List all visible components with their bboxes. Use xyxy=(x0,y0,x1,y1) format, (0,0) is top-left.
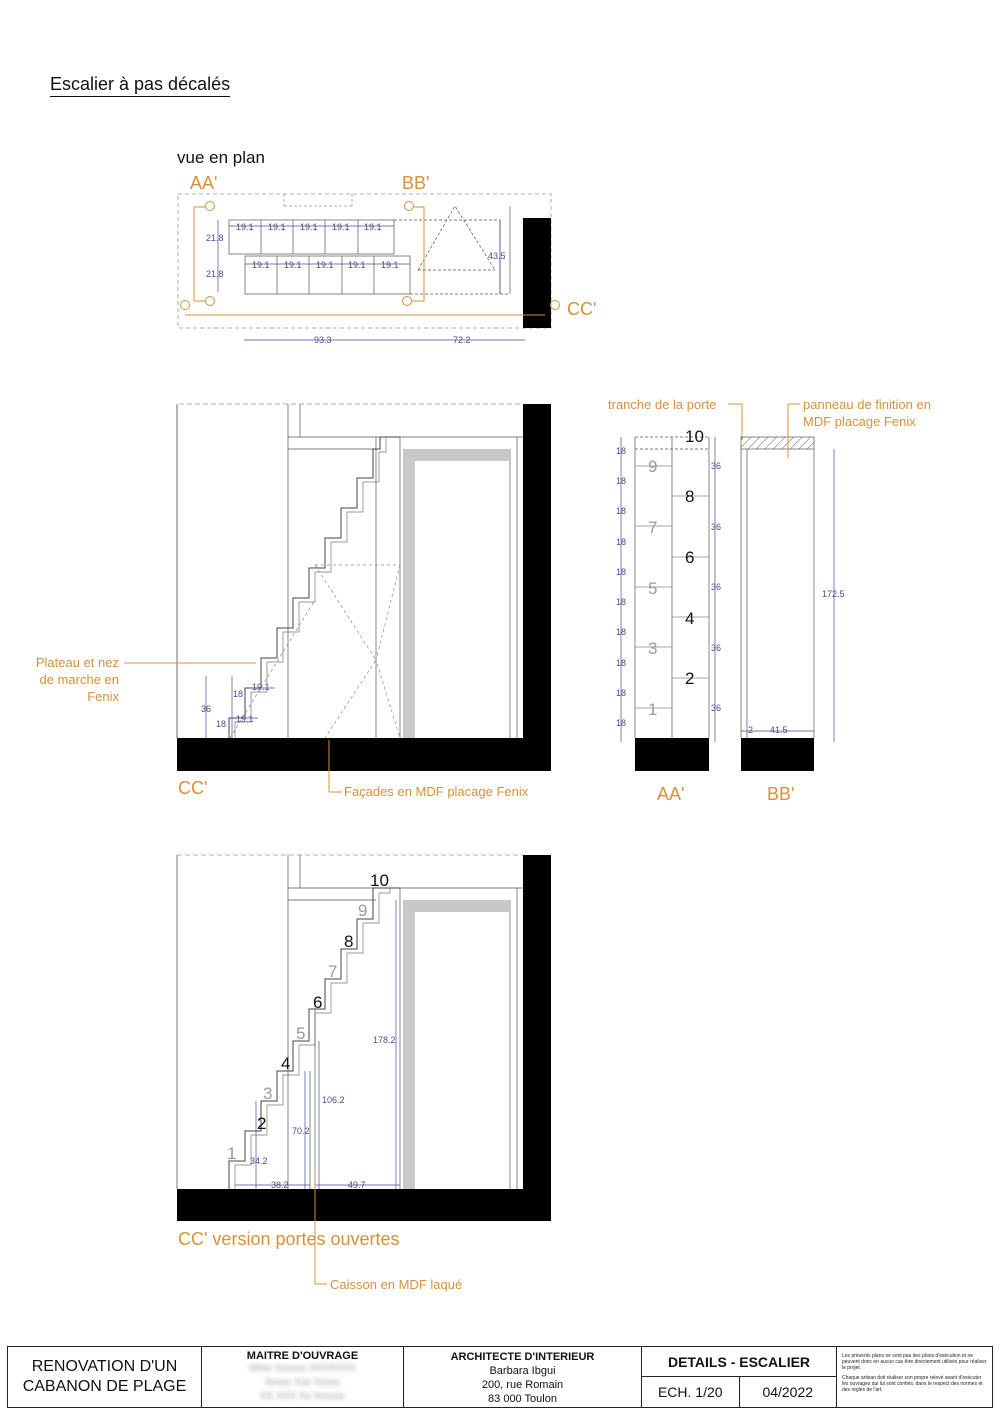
bb-dim-height: 172.5 xyxy=(822,589,845,599)
plan-dim-step-width: 19.1 xyxy=(332,222,350,232)
bb-note-panneau-line1: panneau de finition en xyxy=(803,397,931,412)
aa-dim-rise: 18 xyxy=(616,537,627,547)
plan-dim-total-right: 72.2 xyxy=(453,335,471,345)
aa-floor xyxy=(635,738,709,771)
open-section-label: CC' version portes ouvertes xyxy=(178,1229,400,1249)
open-dim-width: 38.2 xyxy=(271,1180,289,1190)
cc-dim-tread: 19.1 xyxy=(252,682,270,692)
open-dim-height: 34.2 xyxy=(250,1156,268,1166)
plan-dim-step-width: 19.1 xyxy=(316,260,334,270)
plan-view xyxy=(177,148,596,345)
cc-note-facades: Façades en MDF placage Fenix xyxy=(344,784,529,799)
date: 04/2022 xyxy=(762,1384,814,1400)
plan-dim-depth: 21.8 xyxy=(206,233,224,243)
aa-dim-double: 36 xyxy=(711,703,722,713)
open-floor xyxy=(177,1189,551,1221)
aa-dim-rise: 18 xyxy=(616,718,627,728)
plan-dim-depth: 21.8 xyxy=(206,269,224,279)
open-step-number: 7 xyxy=(328,962,338,981)
bb-dim-depth: 41.5 xyxy=(770,725,788,735)
project-name xyxy=(8,1347,202,1407)
cc-floor xyxy=(177,738,551,771)
aa-section-label: AA' xyxy=(657,784,685,804)
aa-dim-rise: 18 xyxy=(616,506,627,516)
aa-step-number: 4 xyxy=(685,609,695,628)
bb-dim-thickness: 2 xyxy=(748,725,754,735)
plan-subtitle: vue en plan xyxy=(177,148,265,167)
cc-note-plateau-line3: Fenix xyxy=(87,689,119,704)
details-block xyxy=(642,1347,837,1407)
title-block xyxy=(7,1346,993,1408)
open-dim-height: 178.2 xyxy=(373,1035,396,1045)
plan-dim-step-width: 19.1 xyxy=(252,260,270,270)
section-aa-view xyxy=(608,397,742,804)
open-step-number: 9 xyxy=(358,901,368,920)
plan-steps-grid xyxy=(229,206,510,294)
open-dim-height: 106.2 xyxy=(322,1095,345,1105)
owner-line: Xxxxx Xxx Xxxxx xyxy=(264,1377,341,1388)
open-step-number: 5 xyxy=(296,1024,306,1043)
cc-note-plateau-line2: de marche en xyxy=(39,672,119,687)
plan-section-cc-label: CC' xyxy=(567,299,597,319)
owner-line: Mme Xxxxxx XXXXXXX xyxy=(249,1363,356,1374)
plan-wall xyxy=(523,218,551,328)
architect-line: Barbara Ibgui xyxy=(489,1365,556,1377)
architect-header: ARCHITECTE D'INTERIEUR xyxy=(450,1351,595,1363)
aa-dim-rise: 18 xyxy=(616,476,627,486)
open-step-number: 1 xyxy=(227,1144,237,1163)
aa-step-number: 2 xyxy=(685,669,695,688)
aa-step-number: 3 xyxy=(648,639,658,658)
open-step-number: 3 xyxy=(263,1084,273,1103)
legal-note: Chaque artisan doit réaliser son propre relevé avant d'exécuter les ouvrages qui lui sont confiés, dans le respect des normes et des règles de l'art. xyxy=(842,1375,983,1393)
aa-dim-double: 36 xyxy=(711,582,722,592)
open-step-number: 4 xyxy=(281,1054,291,1073)
aa-step-number: 10 xyxy=(685,427,704,446)
plan-dim-door: 43.5 xyxy=(488,251,506,261)
details-title: DETAILS - ESCALIER xyxy=(642,1347,836,1377)
bb-note-panneau-line2: MDF placage Fenix xyxy=(803,414,916,429)
cc-note-plateau-line1: Plateau et nez xyxy=(35,655,119,670)
cc-dim-tread: 19.1 xyxy=(236,714,254,724)
cc-dim-rise: 18 xyxy=(216,719,227,729)
architect-line: 83 000 Toulon xyxy=(488,1393,557,1405)
owner-header: MAITRE D'OUVRAGE xyxy=(246,1350,359,1362)
cc-section-label: CC' xyxy=(178,778,208,798)
aa-step-number: 9 xyxy=(648,457,658,476)
plan-dim-total-left: 93.3 xyxy=(314,335,332,345)
legal-note: Les présents plans ne sont pas des plans d'exécution et ne peuvent donc en aucun cas être directement utilisés pour réaliser le projet. xyxy=(842,1353,987,1371)
aa-dim-rise: 18 xyxy=(616,688,627,698)
plan-dim-step-width: 19.1 xyxy=(364,222,382,232)
cc-door-panel xyxy=(403,449,510,738)
plan-dim-step-width: 19.1 xyxy=(348,260,366,270)
section-bb-view xyxy=(741,397,931,804)
open-step-number: 8 xyxy=(344,932,354,951)
cc-wall-right xyxy=(523,404,551,771)
plan-dim-step-width: 19.1 xyxy=(236,222,254,232)
architect-block xyxy=(404,1347,642,1407)
project-name-line1: RENOVATION D'UN xyxy=(31,1358,178,1375)
scale: ECH. 1/20 xyxy=(642,1377,740,1407)
open-dim-width: 49.7 xyxy=(348,1180,366,1190)
aa-dim-double: 36 xyxy=(711,461,722,471)
architect-line: 200, rue Romain xyxy=(481,1379,564,1391)
open-door-panel xyxy=(403,900,510,1189)
plan-dim-lines xyxy=(218,220,525,340)
project-name-line2: CABANON DE PLAGE xyxy=(22,1378,187,1395)
plan-section-aa-label: AA' xyxy=(190,173,218,193)
aa-dim-double: 36 xyxy=(711,643,722,653)
cc-dim-rise: 18 xyxy=(233,689,244,699)
plan-dim-step-width: 19.1 xyxy=(300,222,318,232)
aa-dim-rise: 18 xyxy=(616,658,627,668)
owner-block xyxy=(202,1347,404,1407)
aa-dim-double: 36 xyxy=(711,522,722,532)
open-dim-height: 70.2 xyxy=(292,1126,310,1136)
owner-line: XX XXX Xx Xxxxxx xyxy=(259,1391,346,1402)
aa-step-number: 6 xyxy=(685,548,695,567)
aa-dim-rise: 18 xyxy=(616,597,627,607)
aa-step-number: 1 xyxy=(648,700,658,719)
plan-section-bb-label: BB' xyxy=(402,173,430,193)
open-step-number: 6 xyxy=(313,993,323,1012)
bb-floor xyxy=(741,738,814,771)
plan-dim-step-width: 19.1 xyxy=(284,260,302,270)
page-title: Escalier à pas décalés xyxy=(50,74,230,97)
legal-notes xyxy=(837,1347,992,1407)
bb-hatched-panel xyxy=(741,437,814,449)
open-step-number: 10 xyxy=(370,871,389,890)
open-wall-right xyxy=(523,855,551,1221)
open-step-number: 2 xyxy=(257,1114,267,1133)
plan-dim-step-width: 19.1 xyxy=(381,260,399,270)
aa-dim-rise: 18 xyxy=(616,627,627,637)
plan-dim-step-width: 19.1 xyxy=(268,222,286,232)
aa-step-number: 7 xyxy=(648,518,658,537)
section-cc-view xyxy=(36,404,551,799)
aa-step-number: 5 xyxy=(648,579,658,598)
aa-note-tranche: tranche de la porte xyxy=(608,397,717,412)
open-note-caisson: Caisson en MDF laqué xyxy=(330,1277,463,1292)
aa-dim-rise: 18 xyxy=(616,567,627,577)
bb-section-label: BB' xyxy=(767,784,795,804)
aa-dim-rise: 18 xyxy=(616,446,627,456)
section-open-view xyxy=(177,855,551,1292)
aa-step-number: 8 xyxy=(685,487,695,506)
cc-dim-height: 36 xyxy=(201,704,212,714)
